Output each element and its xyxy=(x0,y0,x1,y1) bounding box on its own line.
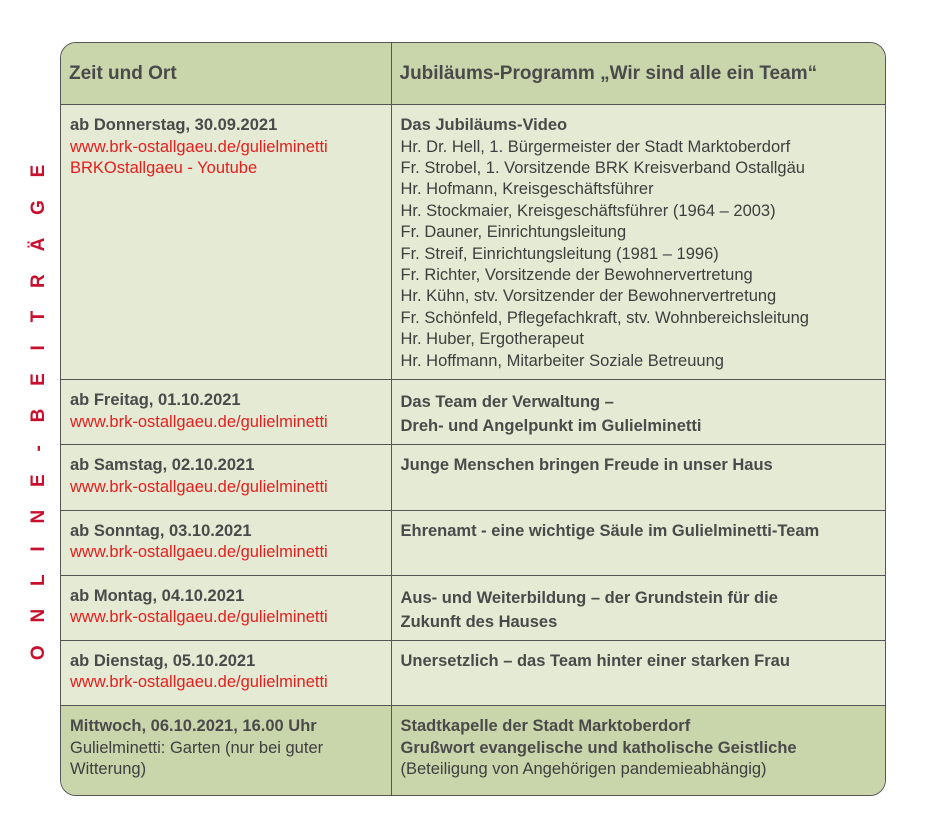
venue-text: Gulielminetti: Garten (nur bei guter xyxy=(70,738,324,757)
header-time-place: Zeit und Ort xyxy=(61,43,391,105)
program-title: Dreh- und Angelpunkt im Gulielminetti xyxy=(400,417,702,436)
program-title: Ehrenamt - eine wichtige Säule im Gulielminetti-Team xyxy=(400,521,820,540)
program-cell xyxy=(391,510,885,575)
table-row xyxy=(61,575,885,640)
youtube-link[interactable]: BRKOstallgaeu - Youtube xyxy=(70,159,258,178)
date-text: Mittwoch, 06.10.2021, 16.00 Uhr xyxy=(70,717,317,736)
program-table xyxy=(60,42,886,796)
program-cell xyxy=(391,105,885,380)
table-row xyxy=(61,105,885,380)
program-title: Unersetzlich – das Team hinter einer starken Frau xyxy=(400,651,790,670)
program-title: Das Team der Verwaltung – xyxy=(400,393,614,412)
program-title: Grußwort evangelische und katholische Geistliche xyxy=(400,738,797,757)
table-row xyxy=(61,510,885,575)
website-link[interactable]: www.brk-ostallgaeu.de/gulielminetti xyxy=(70,673,328,692)
date-text: ab Montag, 04.10.2021 xyxy=(70,586,245,605)
date-text: ab Sonntag, 03.10.2021 xyxy=(70,521,252,540)
program-cell xyxy=(391,640,885,705)
date-text: ab Dienstag, 05.10.2021 xyxy=(70,651,256,670)
program-title: Junge Menschen bringen Freude in unser Haus xyxy=(400,456,773,475)
program-title: Das Jubiläums-Video xyxy=(400,116,568,135)
time-place-cell xyxy=(61,575,391,640)
website-link[interactable]: www.brk-ostallgaeu.de/gulielminetti xyxy=(70,477,328,496)
participant-line: Fr. Dauner, Einrichtungsleitung xyxy=(400,223,627,242)
program-title: Zukunft des Hauses xyxy=(400,612,558,631)
website-link[interactable]: www.brk-ostallgaeu.de/gulielminetti xyxy=(70,412,328,431)
program-title: Stadtkapelle der Stadt Marktoberdorf xyxy=(400,717,691,736)
participant-line: Fr. Strobel, 1. Vorsitzende BRK Kreisverband Ostallgäu xyxy=(400,159,805,178)
table-row xyxy=(61,445,885,510)
time-place-cell xyxy=(61,706,391,795)
participant-line: Fr. Streif, Einrichtungsleitung (1981 – 1996) xyxy=(400,244,719,263)
header-program: Jubiläums-Programm „Wir sind alle ein Team“ xyxy=(391,43,885,105)
website-link[interactable]: www.brk-ostallgaeu.de/gulielminetti xyxy=(70,543,328,562)
table-row xyxy=(61,706,885,795)
participant-line: Hr. Huber, Ergotherapeut xyxy=(400,330,584,349)
time-place-cell xyxy=(61,105,391,380)
participant-line: Fr. Richter, Vorsitzende der Bewohnervertretung xyxy=(400,266,753,285)
side-label-online-beitraege xyxy=(24,106,54,696)
program-cell xyxy=(391,575,885,640)
participant-line: Hr. Dr. Hell, 1. Bürgermeister der Stadt Marktoberdorf xyxy=(400,137,791,156)
participant-line: Hr. Stockmaier, Kreisgeschäftsführer (1964 – 2003) xyxy=(400,201,776,220)
time-place-cell xyxy=(61,445,391,510)
side-label-text: ONLINE-BEITRÄGE xyxy=(28,141,49,661)
website-link[interactable]: www.brk-ostallgaeu.de/gulielminetti xyxy=(70,608,328,627)
participant-line: Hr. Kühn, stv. Vorsitzender der Bewohnervertretung xyxy=(400,287,777,306)
participant-line: Fr. Schönfeld, Pflegefachkraft, stv. Wohnbereichsleitung xyxy=(400,308,809,327)
participant-line: Hr. Hoffmann, Mitarbeiter Soziale Betreuung xyxy=(400,351,724,370)
participant-line: Hr. Hofmann, Kreisgeschäftsführer xyxy=(400,180,654,199)
date-text: ab Donnerstag, 30.09.2021 xyxy=(70,116,278,135)
time-place-cell xyxy=(61,510,391,575)
table-row xyxy=(61,640,885,705)
program-cell xyxy=(391,380,885,445)
table-header-row xyxy=(61,43,885,105)
program-cell xyxy=(391,445,885,510)
website-link[interactable]: www.brk-ostallgaeu.de/gulielminetti xyxy=(70,137,328,156)
program-cell xyxy=(391,706,885,795)
date-text: ab Freitag, 01.10.2021 xyxy=(70,391,241,410)
table-row xyxy=(61,380,885,445)
date-text: ab Samstag, 02.10.2021 xyxy=(70,456,255,475)
time-place-cell xyxy=(61,640,391,705)
time-place-cell xyxy=(61,380,391,445)
venue-text: Witterung) xyxy=(70,760,147,779)
program-title: Aus- und Weiterbildung – der Grundstein für die xyxy=(400,588,778,607)
program-note: (Beteiligung von Angehörigen pandemieabhängig) xyxy=(400,760,767,779)
